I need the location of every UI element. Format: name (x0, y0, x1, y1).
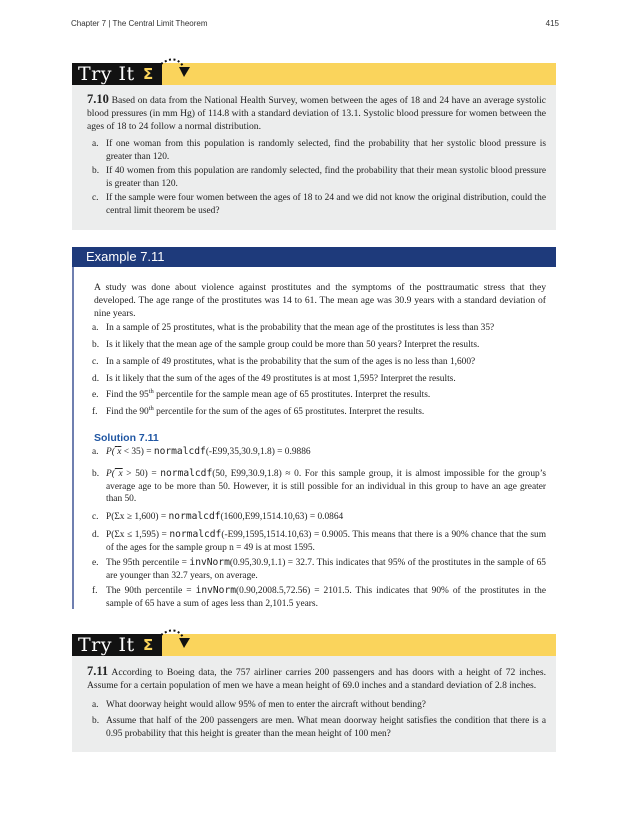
solution-item: f. The 90th percentile = invNorm(0.90,2008.5,72.56) = 2101.5. This indicates that 90% of the prostitutes in the sample of 65 have a sum of ages less than 2,101.5 years. (92, 585, 546, 609)
tryit-7-11-intro: 7.11 According to Boeing data, the 757 airliner carries 200 passengers and has doors with a height of 72 inches. Assume for a certain population of men we have a mean height of 69.0 inches and a standard deviation of 2.8 inches. (87, 664, 546, 691)
tryit-label: Try It (72, 634, 162, 656)
list-item: a. In a sample of 25 prostitutes, what is the probability that the mean age of the prostitutes is less than 35? (92, 323, 495, 333)
list-item: d. Is it likely that the sum of the ages of the 49 prostitutes is at most 1,595? Interpret the results. (92, 374, 456, 384)
solution-item: d. P(Σx ≤ 1,595) = normalcdf(-E99,1595,1514.10,63) = 0.9005. This means that there is a 90% chance that the sum of the ages for the sample group n = 49 is at most 1595. (92, 529, 546, 553)
page-number: 415 (545, 19, 559, 28)
example-title: Example 7.11 (86, 249, 165, 264)
solution-item: a. P( x < 35) = normalcdf(-E99,35,30.9,1.8) = 0.9886 (92, 446, 311, 457)
exercise-number: 7.11 (87, 664, 109, 678)
solution-item: e. The 95th percentile = invNorm(0.95,30.9,1.1) = 32.7. This indicates that 95% of the prostitutes in the sample of 65 are younger than 32.7 years, on average. (92, 557, 546, 581)
solution-title: Solution 7.11 (94, 432, 159, 444)
example-left-rule (72, 267, 74, 609)
sigma-icon: Σ (143, 636, 154, 654)
sigma-icon: Σ (143, 65, 154, 83)
list-item: a. If one woman from this population is randomly selected, find the probability that her systolic blood pressure is greater than 120. (92, 139, 546, 162)
dotted-arrow-icon (159, 627, 193, 651)
list-item: b. Is it likely that the mean age of the sample group could be more than 50 years? Interpret the results. (92, 340, 480, 350)
list-item: c. If the sample were four women between the ages of 18 to 24 and we did not know the original distribution, could the central limit theorem be used? (92, 193, 546, 216)
dotted-arrow-icon (159, 56, 193, 80)
chapter-title: Chapter 7 | The Central Limit Theorem (71, 19, 208, 28)
list-item: c. In a sample of 49 prostitutes, what is the probability that the sum of the ages is no less than 1,600? (92, 357, 476, 367)
example-intro: A study was done about violence against prostitutes and the symptoms of the posttraumatic stress that they developed. The age range of the prostitutes was 14 to 61. The mean age was 30.9 years with a standard deviation of nine years. (94, 282, 546, 319)
list-item: a. What doorway height would allow 95% of men to enter the aircraft without bending? (92, 700, 426, 710)
solution-item: b. P( x > 50) = normalcdf(50, E99,30.9,1.8) ≈ 0. For this sample group, it is almost impossible for the group’s average age to be more than 50. However, it is still possible for an individual in this group to have an age greater than 50. (92, 468, 546, 505)
list-item: b. If 40 women from this population are randomly selected, find the probability that their mean systolic blood pressure is greater than 120. (92, 166, 546, 189)
running-header (71, 19, 559, 33)
list-item: b. Assume that half of the 200 passengers are men. What mean doorway height satisfies the condition that there is a 0.95 probability that this height is greater than the mean height of 100 men? (92, 716, 546, 739)
tryit-7-10-intro: 7.10 Based on data from the National Health Survey, women between the ages of 18 and 24 have an average systolic blood pressures (in mm Hg) of 114.8 with a standard deviation of 13.1. Systolic blood pressure for women between the ages of 18 to 24 follow a normal distribution. (87, 92, 546, 132)
list-item: e. Find the 95th percentile for the sample mean age of 65 prostitutes. Interpret the results. (92, 387, 431, 400)
tryit-label: Try It (72, 63, 162, 85)
list-item: f. Find the 90th percentile for the sum of the ages of 65 prostitutes. Interpret the results. (92, 404, 425, 417)
solution-item: c. P(Σx ≥ 1,600) = normalcdf(1600,E99,1514.10,63) = 0.0864 (92, 511, 344, 522)
exercise-number: 7.10 (87, 92, 109, 106)
